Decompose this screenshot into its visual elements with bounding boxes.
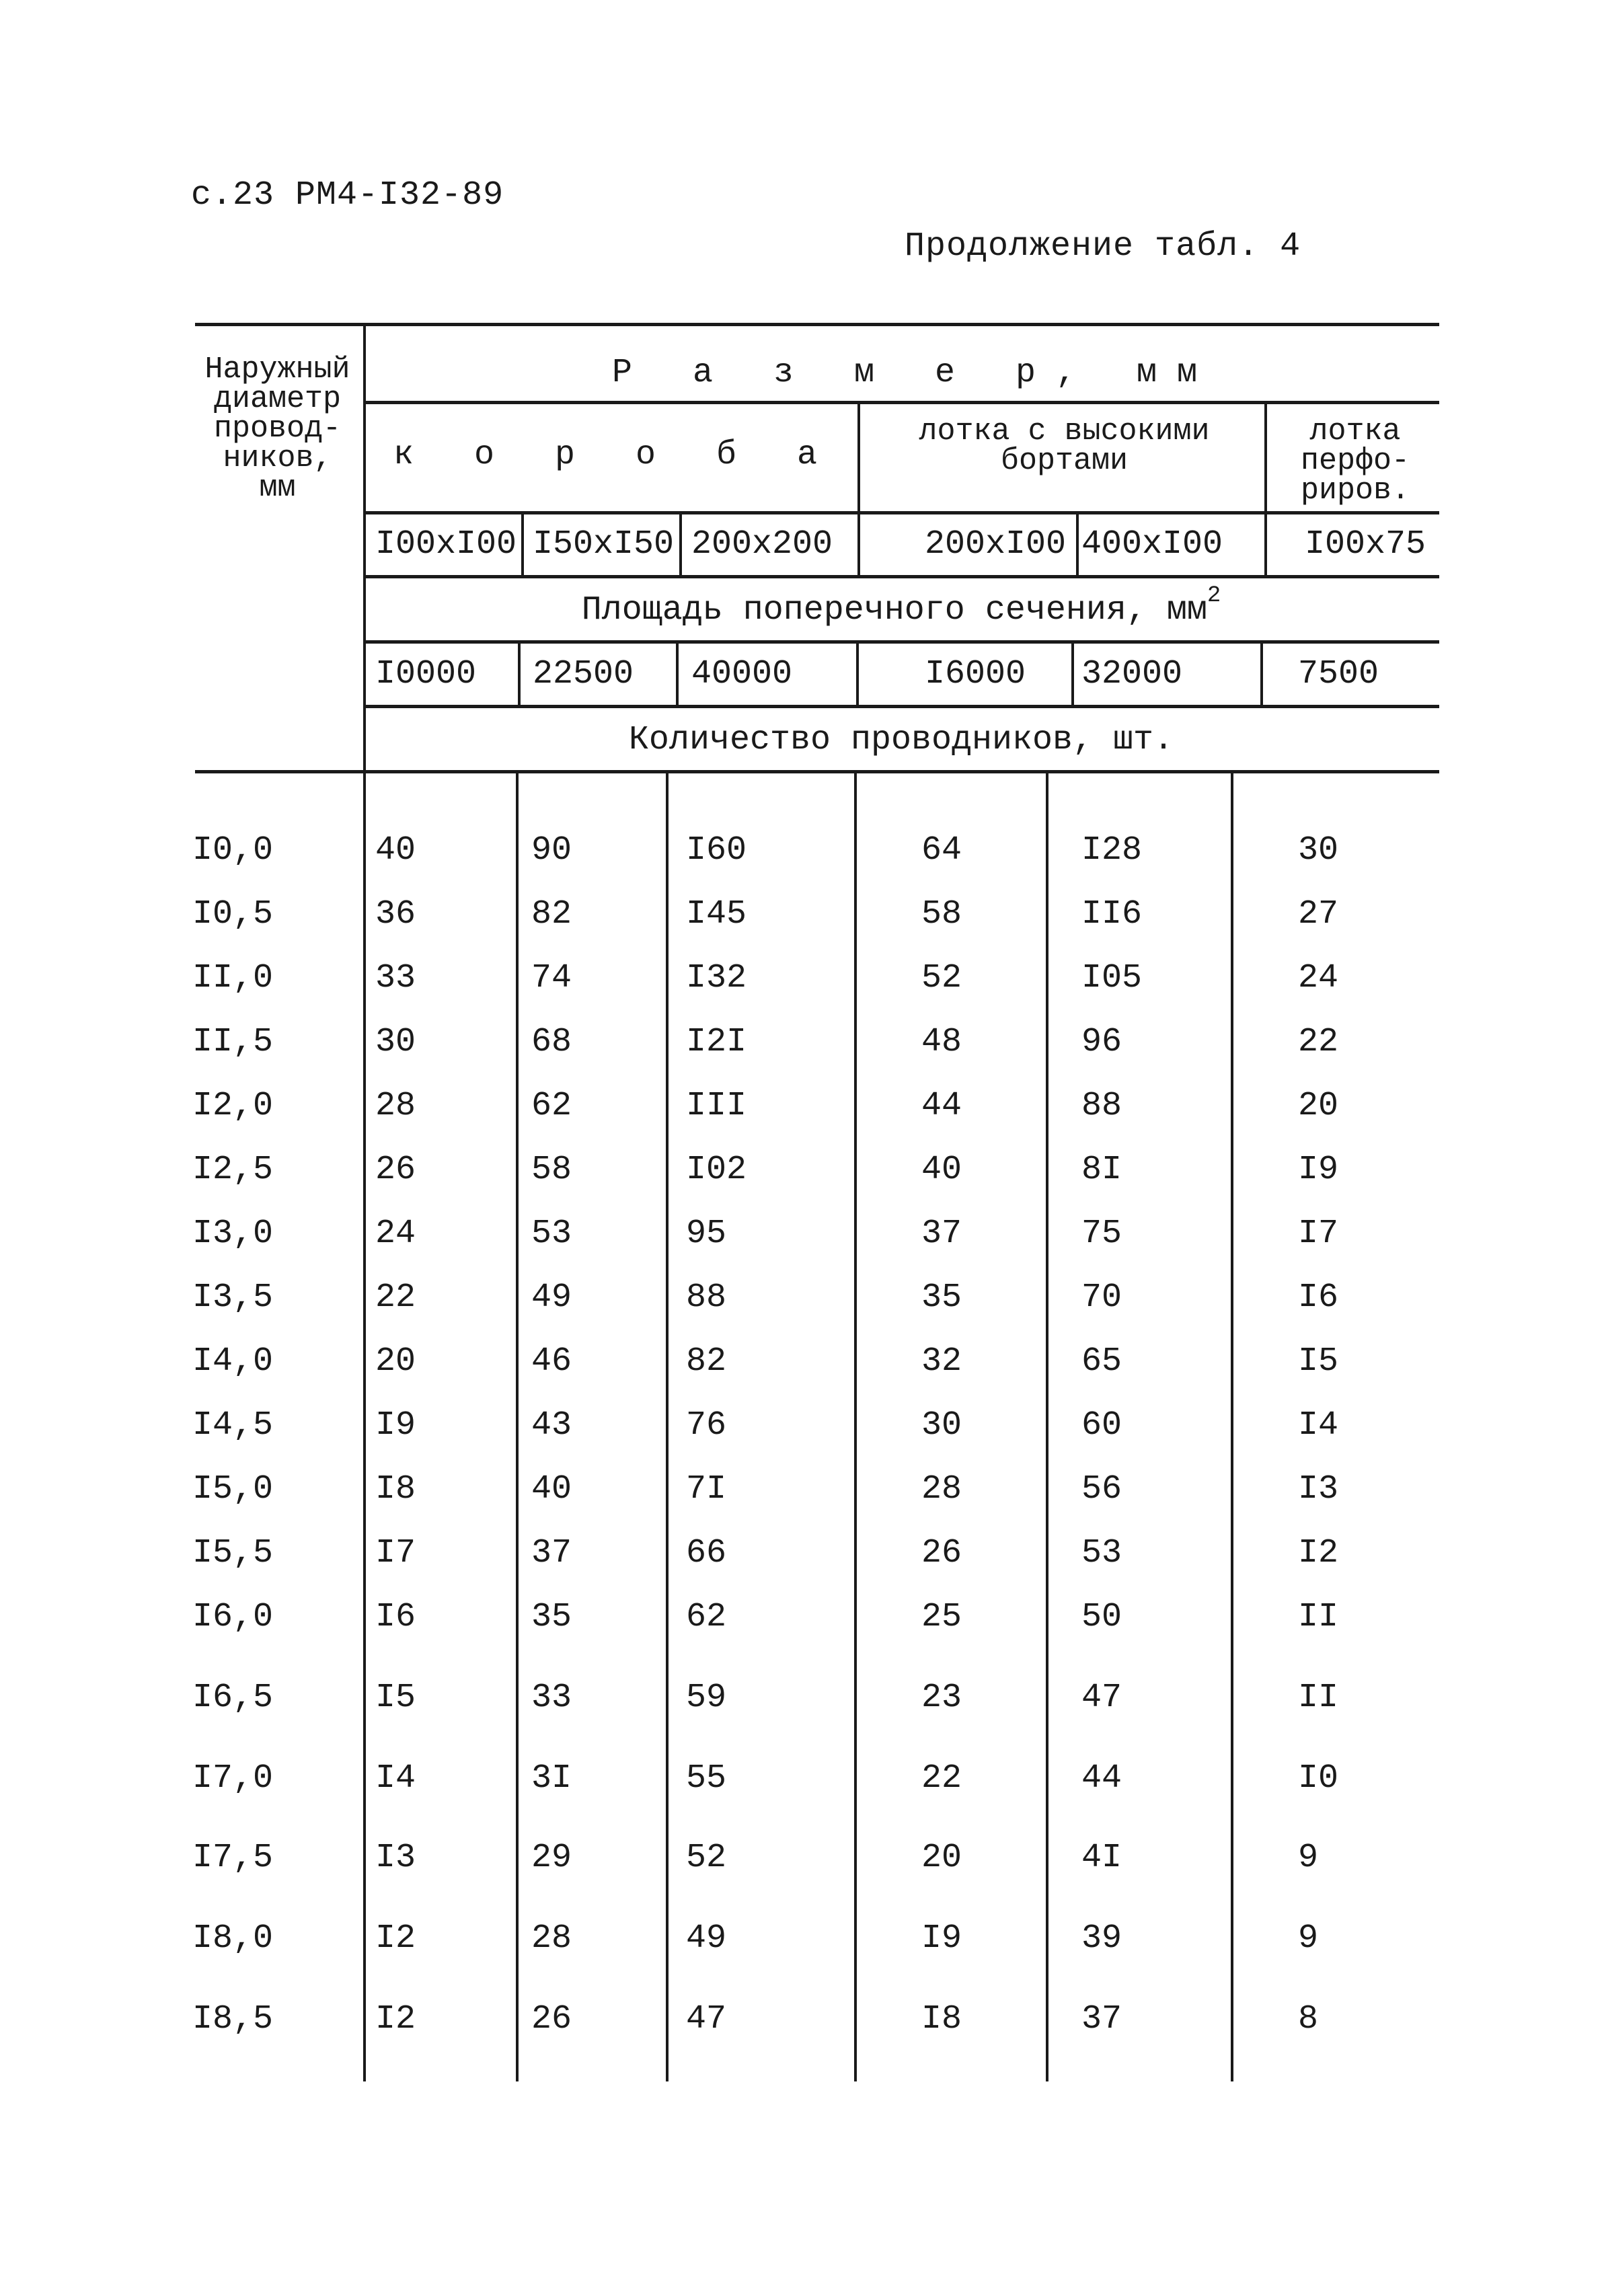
- count-cell: I3: [375, 1839, 416, 1877]
- diameter-cell: I6,0: [192, 1598, 274, 1636]
- count-cell: I60: [686, 831, 747, 870]
- count-cell: 70: [1081, 1278, 1122, 1317]
- count-cell: 49: [531, 1278, 572, 1317]
- count-cell: 22: [921, 1759, 962, 1798]
- count-cell: 50: [1081, 1598, 1122, 1636]
- count-cell: 37: [1081, 2000, 1122, 2038]
- rule-group-2: [1264, 401, 1267, 576]
- count-cell: 82: [686, 1342, 727, 1381]
- area-cell: I0000: [375, 655, 477, 693]
- count-cell: 88: [1081, 1087, 1122, 1125]
- count-cell: 74: [531, 959, 572, 997]
- count-cell: 39: [1081, 1919, 1122, 1958]
- rule-below-area: [363, 640, 1439, 644]
- count-cell: 28: [375, 1087, 416, 1125]
- diameter-cell: I4,0: [192, 1342, 274, 1381]
- size-cell: 400xI00: [1081, 525, 1223, 564]
- count-cell: 27: [1298, 895, 1339, 933]
- diameter-cell: I8,0: [192, 1919, 274, 1958]
- count-cell: 60: [1081, 1406, 1122, 1445]
- count-cell: 44: [921, 1087, 962, 1125]
- count-cell: 24: [375, 1215, 416, 1253]
- count-cell: 68: [531, 1023, 572, 1061]
- size-cell: I00xI00: [375, 525, 517, 564]
- diameter-cell: I3,0: [192, 1215, 274, 1253]
- count-cell: 24: [1298, 959, 1339, 997]
- count-cell: 22: [375, 1278, 416, 1317]
- size-cell: 200xI00: [925, 525, 1067, 564]
- size-cell: I00x75: [1305, 525, 1426, 564]
- rule-size-4: [1076, 511, 1079, 576]
- count-cell: 56: [1081, 1470, 1122, 1508]
- count-cell: 47: [686, 2000, 727, 2038]
- rule-body-1: [516, 770, 519, 2081]
- rule-header-bottom: [195, 770, 1439, 773]
- count-cell: 9: [1298, 1919, 1319, 1958]
- rule-top: [195, 323, 1439, 326]
- diameter-cell: I0,5: [192, 895, 274, 933]
- rule-stub: [363, 323, 366, 2081]
- count-cell: 35: [531, 1598, 572, 1636]
- rule-area-1: [518, 640, 521, 705]
- rule-body-3: [854, 770, 857, 2081]
- stub-header: Наружный диаметр провод- ников, мм: [204, 352, 350, 505]
- count-cell: 40: [375, 831, 416, 870]
- diameter-cell: I3,5: [192, 1278, 274, 1317]
- diameter-cell: I5,5: [192, 1534, 274, 1572]
- count-cell: I28: [1081, 831, 1143, 870]
- count-cell: 58: [921, 895, 962, 933]
- diameter-cell: I7,0: [192, 1759, 274, 1798]
- count-cell: 48: [921, 1023, 962, 1061]
- count-cell: II: [1298, 1679, 1339, 1717]
- count-cell: 30: [375, 1023, 416, 1061]
- rule-body-5: [1231, 770, 1233, 2081]
- size-header: Р а з м е р, мм: [611, 354, 1218, 392]
- count-cell: 52: [921, 959, 962, 997]
- count-cell: 76: [686, 1406, 727, 1445]
- count-cell: 59: [686, 1679, 727, 1717]
- count-cell: 62: [531, 1087, 572, 1125]
- count-cell: 35: [921, 1278, 962, 1317]
- count-cell: 49: [686, 1919, 727, 1958]
- count-cell: 22: [1298, 1023, 1339, 1061]
- count-cell: I2: [375, 2000, 416, 2038]
- page-reference: с.23 РМ4-I32-89: [191, 176, 504, 215]
- count-cell: I0: [1298, 1759, 1339, 1798]
- diameter-cell: I4,5: [192, 1406, 274, 1445]
- count-cell: I3: [1298, 1470, 1339, 1508]
- area-cell: 7500: [1298, 655, 1379, 693]
- count-cell: 55: [686, 1759, 727, 1798]
- count-cell: 28: [921, 1470, 962, 1508]
- count-cell: 30: [1298, 831, 1339, 870]
- count-cell: 40: [531, 1470, 572, 1508]
- size-cell: 200x200: [691, 525, 833, 564]
- count-cell: 52: [686, 1839, 727, 1877]
- rule-body-2: [666, 770, 669, 2081]
- group-header-tray-high: лотка с высокими бортами: [919, 414, 1210, 478]
- count-header: Количество проводников, шт.: [628, 721, 1174, 759]
- count-cell: 95: [686, 1215, 727, 1253]
- rule-area-2: [676, 640, 679, 705]
- count-cell: I4: [375, 1759, 416, 1798]
- count-cell: 37: [921, 1215, 962, 1253]
- diameter-cell: I2,5: [192, 1151, 274, 1189]
- count-cell: 3I: [531, 1759, 572, 1798]
- area-cell: 40000: [691, 655, 793, 693]
- count-cell: 26: [375, 1151, 416, 1189]
- count-cell: I8: [375, 1470, 416, 1508]
- diameter-cell: I0,0: [192, 831, 274, 870]
- rule-area-3: [856, 640, 859, 705]
- count-cell: 53: [1081, 1534, 1122, 1572]
- group-header-tray-perf: лотка перфо- риров.: [1300, 414, 1410, 508]
- rule-body-4: [1046, 770, 1048, 2081]
- count-cell: 30: [921, 1406, 962, 1445]
- diameter-cell: I6,5: [192, 1679, 274, 1717]
- rule-below-sizes: [363, 575, 1439, 578]
- count-cell: I45: [686, 895, 747, 933]
- table-continuation-caption: Продолжение табл. 4: [905, 227, 1301, 266]
- count-cell: 26: [531, 2000, 572, 2038]
- rule-group-1: [857, 401, 860, 576]
- count-cell: 32: [921, 1342, 962, 1381]
- count-cell: 9: [1298, 1839, 1319, 1877]
- count-cell: 4I: [1081, 1839, 1122, 1877]
- count-cell: 62: [686, 1598, 727, 1636]
- rule-size-2: [679, 511, 682, 576]
- count-cell: I5: [375, 1679, 416, 1717]
- rule-below-groups: [363, 511, 1439, 514]
- count-cell: I2: [1298, 1534, 1339, 1572]
- rule-below-areas: [363, 705, 1439, 708]
- count-cell: 64: [921, 831, 962, 870]
- count-cell: I8: [921, 2000, 962, 2038]
- count-cell: 28: [531, 1919, 572, 1958]
- count-cell: 37: [531, 1534, 572, 1572]
- count-cell: II6: [1081, 895, 1143, 933]
- count-cell: 66: [686, 1534, 727, 1572]
- count-cell: 40: [921, 1151, 962, 1189]
- rule-area-4: [1071, 640, 1074, 705]
- diameter-cell: I8,5: [192, 2000, 274, 2038]
- conductor-count-table: [192, 323, 1439, 2081]
- count-cell: 26: [921, 1534, 962, 1572]
- count-cell: I7: [1298, 1215, 1339, 1253]
- count-cell: 46: [531, 1342, 572, 1381]
- count-cell: III: [686, 1087, 747, 1125]
- count-cell: 25: [921, 1598, 962, 1636]
- count-cell: 20: [375, 1342, 416, 1381]
- count-cell: I32: [686, 959, 747, 997]
- count-cell: I9: [375, 1406, 416, 1445]
- count-cell: 20: [921, 1839, 962, 1877]
- count-cell: 82: [531, 895, 572, 933]
- count-cell: 53: [531, 1215, 572, 1253]
- rule-area-5: [1260, 640, 1263, 705]
- rule-below-size: [363, 401, 1439, 404]
- count-cell: 20: [1298, 1087, 1339, 1125]
- count-cell: 36: [375, 895, 416, 933]
- count-cell: 58: [531, 1151, 572, 1189]
- area-header: Площадь поперечного сечения, $мм^2$: [581, 583, 1221, 629]
- area-cell: 22500: [533, 655, 634, 693]
- count-cell: I9: [1298, 1151, 1339, 1189]
- count-cell: 7I: [686, 1470, 727, 1508]
- count-cell: 96: [1081, 1023, 1122, 1061]
- count-cell: 44: [1081, 1759, 1122, 1798]
- area-cell: I6000: [925, 655, 1026, 693]
- diameter-cell: II,5: [192, 1023, 274, 1061]
- diameter-cell: II,0: [192, 959, 274, 997]
- count-cell: 23: [921, 1679, 962, 1717]
- size-cell: I50xI50: [533, 525, 675, 564]
- area-cell: 32000: [1081, 655, 1183, 693]
- count-cell: I9: [921, 1919, 962, 1958]
- group-header-box: к о р о б а: [393, 436, 838, 474]
- count-cell: I05: [1081, 959, 1143, 997]
- count-cell: 8: [1298, 2000, 1319, 2038]
- diameter-cell: I2,0: [192, 1087, 274, 1125]
- count-cell: 90: [531, 831, 572, 870]
- count-cell: 47: [1081, 1679, 1122, 1717]
- count-cell: I4: [1298, 1406, 1339, 1445]
- count-cell: 43: [531, 1406, 572, 1445]
- count-cell: I02: [686, 1151, 747, 1189]
- count-cell: 29: [531, 1839, 572, 1877]
- count-cell: 75: [1081, 1215, 1122, 1253]
- count-cell: I5: [1298, 1342, 1339, 1381]
- count-cell: 33: [531, 1679, 572, 1717]
- diameter-cell: I5,0: [192, 1470, 274, 1508]
- count-cell: I2I: [686, 1023, 747, 1061]
- count-cell: I6: [1298, 1278, 1339, 1317]
- count-cell: I7: [375, 1534, 416, 1572]
- diameter-cell: I7,5: [192, 1839, 274, 1877]
- count-cell: 8I: [1081, 1151, 1122, 1189]
- count-cell: II: [1298, 1598, 1339, 1636]
- count-cell: 33: [375, 959, 416, 997]
- count-cell: 65: [1081, 1342, 1122, 1381]
- rule-size-1: [521, 511, 524, 576]
- count-cell: 88: [686, 1278, 727, 1317]
- count-cell: I6: [375, 1598, 416, 1636]
- count-cell: I2: [375, 1919, 416, 1958]
